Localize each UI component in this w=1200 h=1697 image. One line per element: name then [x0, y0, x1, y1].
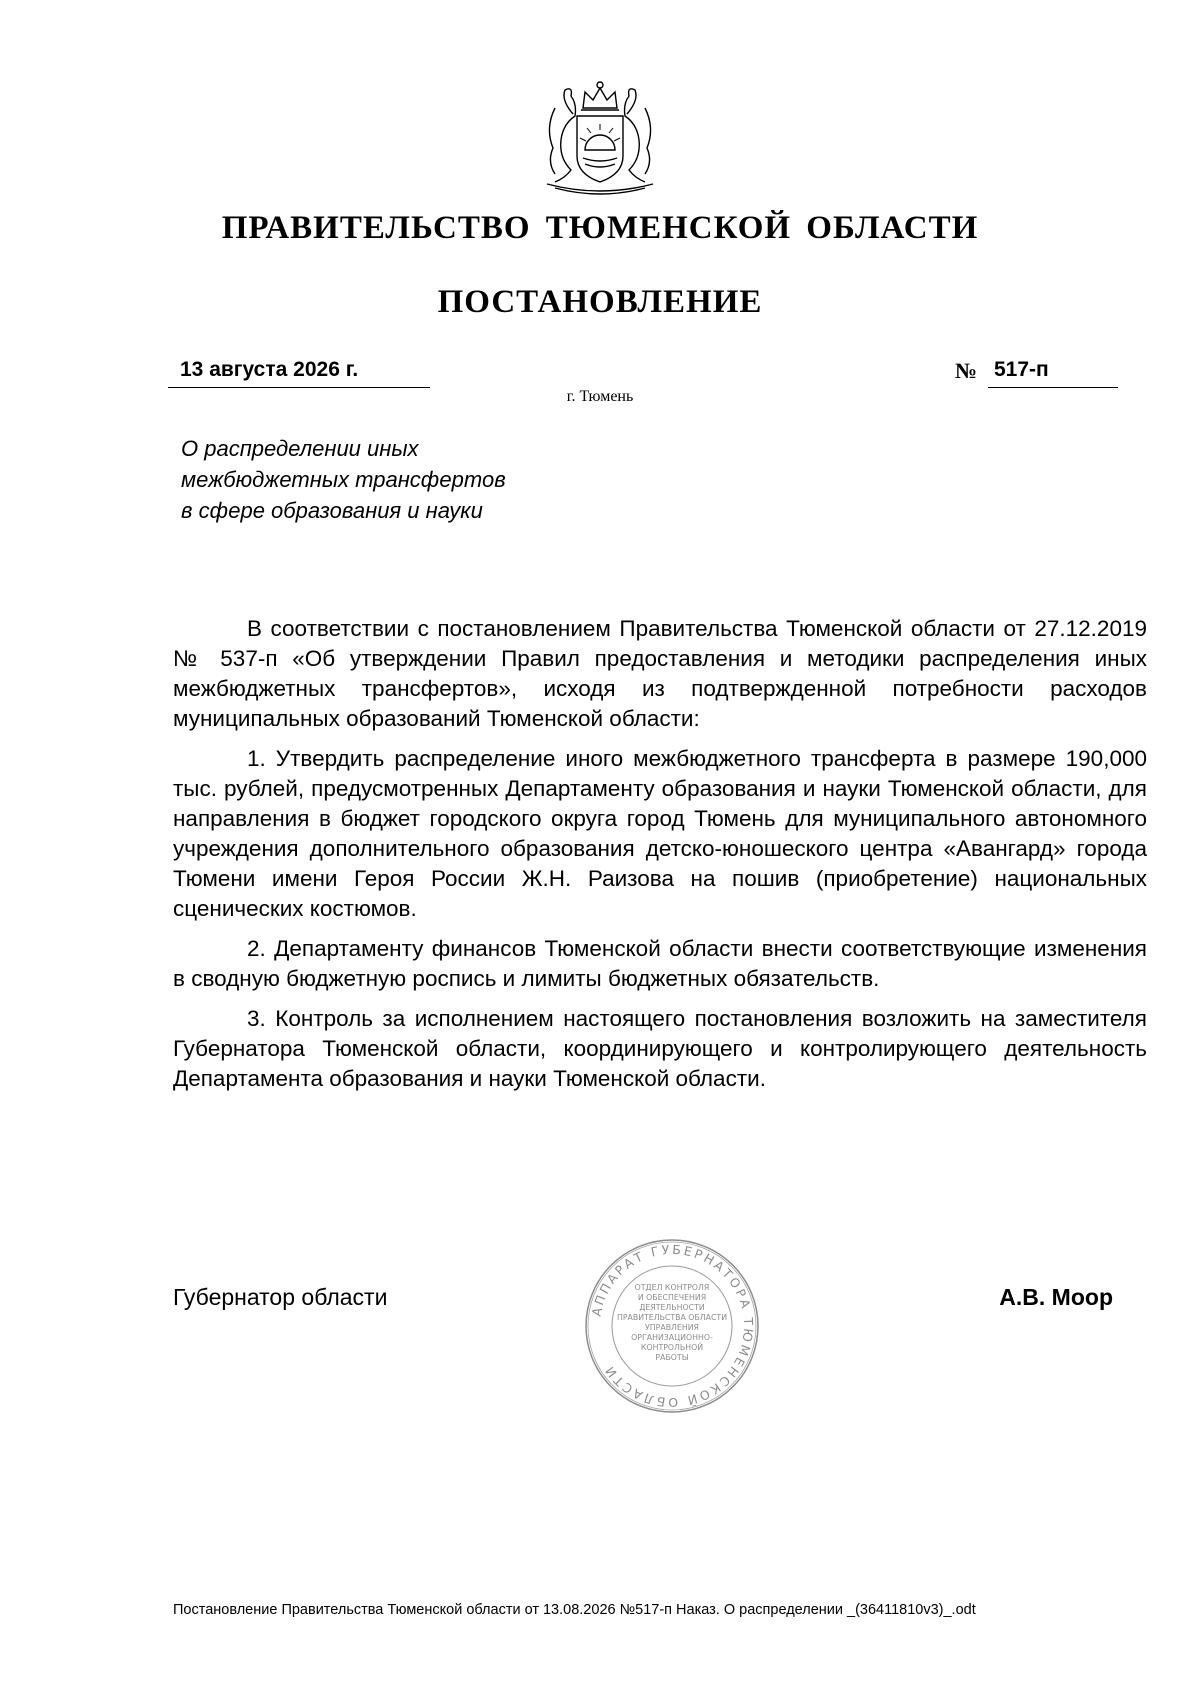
subject-line: межбюджетных трансфертов	[181, 467, 506, 492]
stamp-line: ОРГАНИЗАЦИОННО-	[631, 1333, 713, 1342]
footer-filename: Постановление Правительства Тюменской области от 13.08.2026 №517-п Наказ. О распределении _(36411810v3)_.odt	[173, 1602, 976, 1618]
city: г. Тюмень	[566, 388, 634, 405]
subject-line: в сфере образования и науки	[181, 498, 483, 523]
clause-1: 1. Утвердить распределение иного межбюджетного трансферта в размере 190,000 тыс. рублей, предусмотренных Департаменту образования и науки Тюменской области, для направления в бюджет городского округа город Тюмень для муниципального автономного учреждения дополнительного образования детско-юношеского центра «Авангард» города Тюмени имени Героя России Ж.Н. Раизова на пошив (приобретение) национальных сценических костюмов.	[173, 746, 1147, 921]
preamble-paragraph: В соответствии с постановлением Правительства Тюменской области от 27.12.2019 № 537-п «Об утверждении Правил предоставления и методики распределения иных межбюджетных трансфертов», исходя из подтвержденной потребности расходов муниципальных образований Тюменской области:	[173, 616, 1147, 731]
signatory-title: Губернатор области	[173, 1284, 388, 1310]
coat-of-arms-icon	[525, 78, 675, 196]
stamp-line: КОНТРОЛЬНОЙ	[640, 1343, 704, 1352]
document-number: 517-п	[988, 358, 1118, 388]
clause-2: 2. Департаменту финансов Тюменской области внести соответствующие изменения в сводную бюджетную роспись и лимиты бюджетных обязательств.	[173, 936, 1147, 991]
subject-line: О распределении иных	[181, 436, 419, 461]
government-name: ПРАВИТЕЛЬСТВО ТЮМЕНСКОЙ ОБЛАСТИ	[221, 210, 979, 246]
document-date: 13 августа 2026 г.	[168, 358, 430, 388]
clause-3: 3. Контроль за исполнением настоящего постановления возложить на заместителя Губернатора Тюменской области, координирующего и контролирующего деятельность Департамента образования и науки Тюменской области.	[173, 1006, 1147, 1091]
official-stamp-icon	[582, 1236, 762, 1416]
stamp-line: РАБОТЫ	[655, 1353, 689, 1362]
document-body	[173, 614, 1147, 1104]
stamp-outer-text: АППАРАТ ГУБЕРНАТОРА ТЮМЕНСКОЙ ОБЛАСТИ	[588, 1241, 757, 1411]
stamp-line: УПРАВЛЕНИЯ	[645, 1323, 699, 1332]
stamp-line: ДЕЯТЕЛЬНОСТИ	[639, 1303, 705, 1312]
signatory-name: А.В. Моор	[999, 1284, 1113, 1310]
document-subject	[181, 433, 601, 526]
stamp-line: ОТДЕЛ КОНТРОЛЯ	[634, 1283, 710, 1292]
document-type: ПОСТАНОВЛЕНИЕ	[437, 284, 763, 320]
stamp-line: И ОБЕСПЕЧЕНИЯ	[637, 1293, 707, 1302]
number-sign: №	[955, 358, 978, 383]
stamp-line: ПРАВИТЕЛЬСТВА ОБЛАСТИ	[616, 1313, 728, 1322]
